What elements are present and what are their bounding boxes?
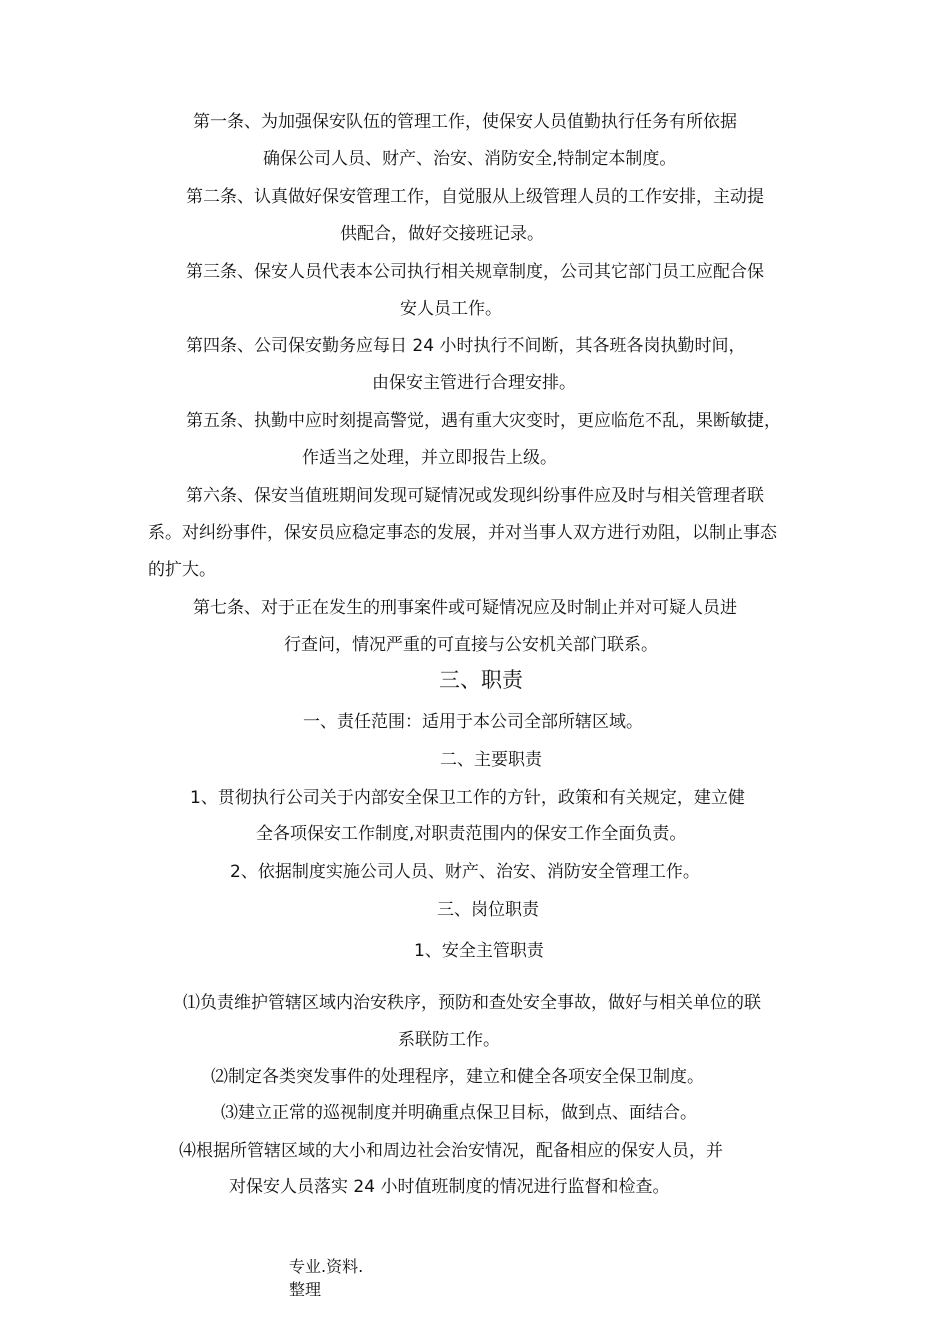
supervisor-duties-heading: 1、安全主管职责 <box>414 941 544 961</box>
supervisor-item-3: ⑶建立正常的巡视制度并明确重点保卫目标，做到点、面结合。 <box>221 1103 697 1123</box>
article-7-line-2: 行查问，情况严重的可直接与公安机关部门联系。 <box>284 635 658 655</box>
article-1-line-2: 确保公司人员、财产、治安、消防安全,特制定本制度。 <box>263 149 677 169</box>
article-1-line-1: 第一条、为加强保安队伍的管理工作，使保安人员值勤执行任务有所依据 <box>193 112 737 132</box>
article-3-line-2: 安人员工作。 <box>400 299 502 319</box>
post-duties-heading: 三、岗位职责 <box>437 900 539 920</box>
supervisor-item-1-line-1: ⑴负责维护管辖区域内治安秩序，预防和查处安全事故，做好与相关单位的联 <box>183 993 761 1013</box>
article-2-line-2: 供配合，做好交接班记录。 <box>340 224 544 244</box>
footer-line-2: 整理 <box>289 1280 322 1299</box>
article-7-line-1: 第七条、对于正在发生的刑事案件或可疑情况应及时制止并对可疑人员进 <box>193 598 737 618</box>
article-4-line-1: 第四条、公司保安勤务应每日 24 小时执行不间断，其各班各岗执勤时间， <box>186 336 746 356</box>
supervisor-item-4-line-1: ⑷根据所管辖区域的大小和周边社会治安情况，配备相应的保安人员，并 <box>179 1141 723 1161</box>
supervisor-item-2: ⑵制定各类突发事件的处理程序，建立和健全各项安全保卫制度。 <box>211 1067 704 1087</box>
duty-1-line-1: 1、贯彻执行公司关于内部安全保卫工作的方针，政策和有关规定，建立健 <box>190 788 745 808</box>
article-6-line-3: 的扩大。 <box>148 560 216 580</box>
article-5-line-1: 第五条、执勤中应时刻提高警觉，遇有重大灾变时，更应临危不乱，果断敏捷， <box>186 411 781 431</box>
section-title: 三、职责 <box>439 668 523 692</box>
article-3-line-1: 第三条、保安人员代表本公司执行相关规章制度，公司其它部门员工应配合保 <box>186 262 764 282</box>
duty-1-line-2: 全各项保安工作制度,对职责范围内的保安工作全面负责。 <box>256 824 687 844</box>
supervisor-item-1-line-2: 系联防工作。 <box>398 1030 500 1050</box>
article-6-line-2: 系。对纠纷事件，保安员应稳定事态的发展，并对当事人双方进行劝阻，以制止事态 <box>148 523 777 543</box>
footer-line-1: 专业.资料. <box>289 1257 364 1276</box>
article-2-line-1: 第二条、认真做好保安管理工作，自觉服从上级管理人员的工作安排，主动提 <box>186 187 764 207</box>
scope-line: 一、责任范围：适用于本公司全部所辖区域。 <box>303 712 643 732</box>
duty-2-line: 2、依据制度实施公司人员、财产、治安、消防安全管理工作。 <box>230 862 700 882</box>
supervisor-item-4-line-2: 对保安人员落实 24 小时值班制度的情况进行监督和检查。 <box>229 1177 670 1197</box>
article-4-line-2: 由保安主管进行合理安排。 <box>372 373 576 393</box>
article-6-line-1: 第六条、保安当值班期间发现可疑情况或发现纠纷事件应及时与相关管理者联 <box>186 486 764 506</box>
main-duties-heading: 二、主要职责 <box>440 750 542 770</box>
article-5-line-2: 作适当之处理，并立即报告上级。 <box>302 448 557 468</box>
